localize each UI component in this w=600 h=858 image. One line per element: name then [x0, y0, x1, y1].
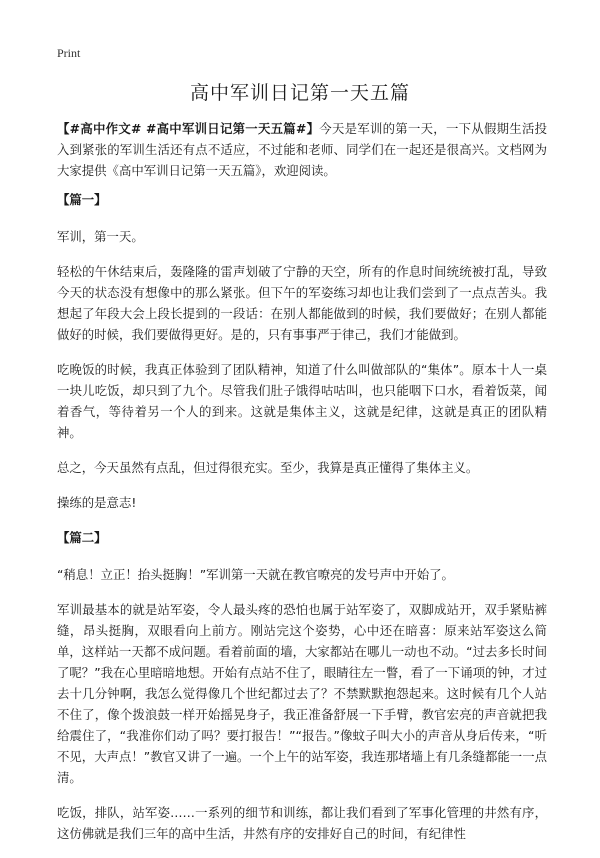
intro-text: 今天是军训的第一天，一下从假期生活投入到紧张的军训生活还有点不适应，不过能和老师、同学们在一起还是很高兴。文档网为大家提供《高中军训日记第一天五篇》，欢迎阅读。 [57, 121, 548, 178]
paragraph: 轻松的午休结束后，轰隆隆的雷声划破了宁静的天空，所有的作息时间统统被打乱，导致今天的状态没有想像中的那么紧张。但下午的军姿练习却也让我们尝到了一点点苦头。我想起了年段大会上段长提到的一段话：在别人都能做到的时候，我们要做好；在别人都能做好的时候，我们要做得更好。是的，只有事事严于律己，我们才能做到。 [57, 264, 547, 342]
paragraph: 操练的是意志! [57, 495, 137, 510]
intro-tags: 【#高中作文# #高中军训日记第一天五篇#】 [57, 121, 320, 136]
paragraph: 吃晚饭的时候，我真正体验到了团队精神，知道了什么叫做部队的“集体”。原本十人一桌一块儿吃饭，却只到了九个。尽管我们肚子饿得咕咕叫，也只能咽下口水，看着饭菜，闻着香气，等待着另一个人的到来。这就是集体主义，这就是纪律，这就是真正的团队精神。 [57, 362, 547, 440]
paragraph: 吃饭，排队，站军姿……一系列的细节和训练，都让我们看到了军事化管理的井然有序，这仿佛就是我们三年的高中生活，井然有序的安排好自己的时间，有纪律性 [57, 805, 547, 841]
article-body [57, 118, 547, 858]
print-link[interactable]: Print [57, 46, 81, 60]
paragraph: 军训最基本的就是站军姿，令人最头疼的恐怕也属于站军姿了，双脚成站开，双手紧贴裤缝，昂头挺胸，双眼看向上前方。刚站完这个姿势，心中还在暗喜：原来站军姿这么简单，这样站一天都不成问题。看着前面的墙，大家都站在哪儿一动也不动。“过去多长时间了呢？”我在心里暗暗地想。开始有点站不住了，眼睛往左一瞥，看了一下诵项的钟，才过去十几分钟啊，我怎么觉得像几个世纪都过去了？不禁默默抱怨起来。这时候有几个人站不住了，像个拨浪鼓一样开始摇晃身子，我正准备舒展一下手臂，教官宏亮的声音就把我给震住了，“我准你们动了吗？要打报告！”“报告。”像蚊子叫大小的声音从身后传来，“听不见，大声点！”教官又讲了一遍。一个上午的站军姿，我连那堵墙上有几条缝都能一一点清。 [57, 602, 547, 785]
section-heading: 【篇一】 [57, 192, 107, 207]
page-title: 高中军训日记第一天五篇 [189, 82, 410, 104]
paragraph: 军训，第一天。 [57, 229, 144, 244]
section-heading: 【篇二】 [57, 530, 107, 545]
intro-paragraph [57, 118, 547, 181]
paragraph: 总之，今天虽然有点乱，但过得很充实。至少，我算是真正懂得了集体主义。 [57, 460, 479, 475]
paragraph: “稍息！立正！抬头挺胸！”军训第一天就在教官嘹亮的发号声中开始了。 [57, 567, 454, 582]
